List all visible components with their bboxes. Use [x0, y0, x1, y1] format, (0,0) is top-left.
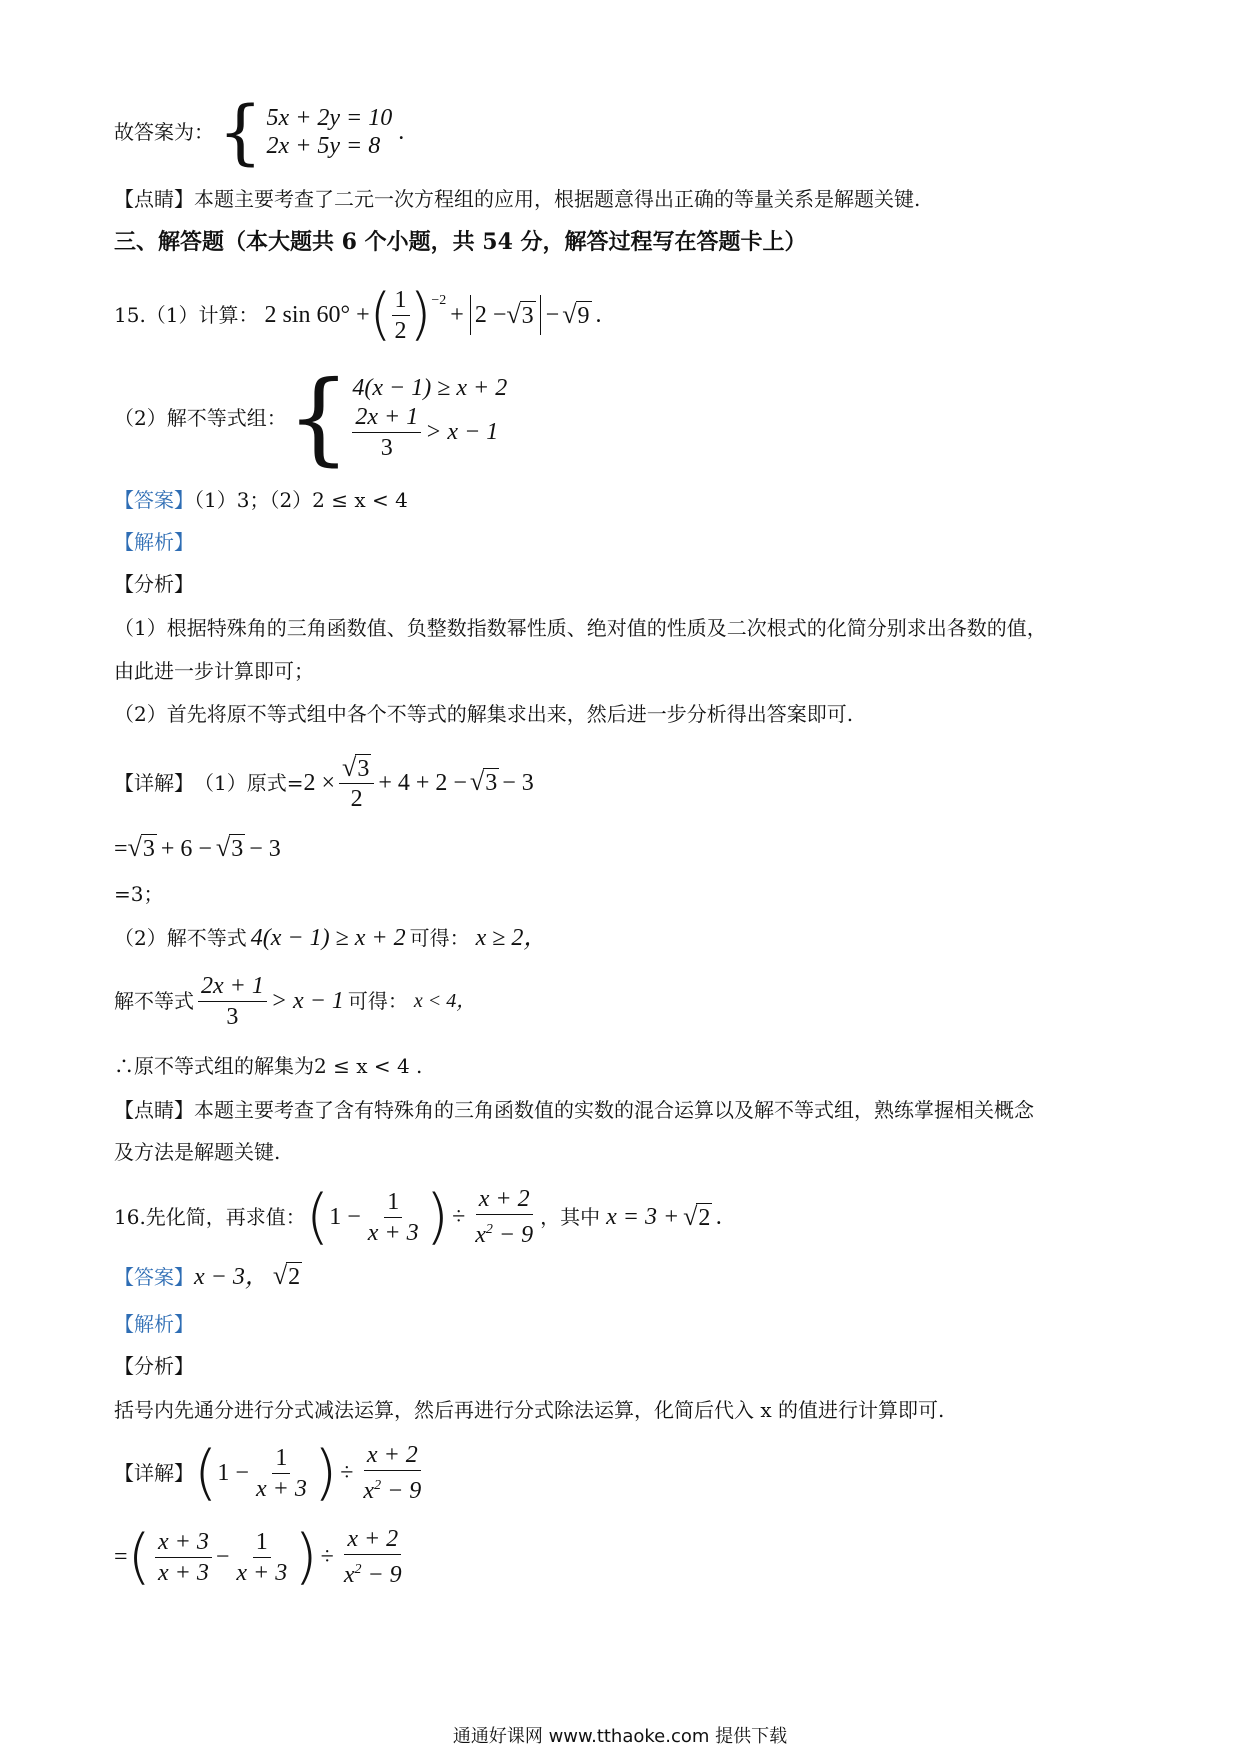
- q15-detail-2b: 解不等式 $\frac{2x + 1}{3}$ > x − 1 可得： x < 4，: [114, 972, 477, 1030]
- detail-label: 【详解】: [114, 1461, 194, 1485]
- analysis-label: 【解析】: [114, 530, 194, 554]
- q16-fenxi-text: 括号内先通分进行分式减法运算，然后再进行分式除法运算，化简后代入 x 的值进行计算即可.: [114, 1398, 945, 1422]
- q15-detail-1-step2: = √ 3 + 6 − √ 3 − 3: [114, 833, 281, 862]
- q16-where: ，其中: [540, 1205, 601, 1229]
- q15-system: 4(x − 1) ≥ x + 2 $\frac{2x + 1}{3}$ > x − 1: [352, 374, 508, 461]
- q16-x-value: x = 3 + √ 2 .: [606, 1201, 723, 1231]
- q16-stem: [114, 1180, 722, 1254]
- q15-detail-2b-result: x < 4，: [413, 990, 477, 1012]
- q15-expr: 2 sin 60° + ( $\frac{1}{2}$ ) $^{-2}$ + 2 − √ 3 − √ 9 .: [264, 282, 602, 347]
- q15-ineq1: 4(x − 1) ≥ x + 2: [352, 374, 508, 401]
- system-brace: {: [286, 359, 351, 476]
- q15-part2-stem: [114, 359, 508, 476]
- q16-detail-2-expr: = ( $\frac{x + 3}{x + 3}$ − $\frac{1}{x + 3}$ ) ÷ $\frac{x + 2}{x^2 - 9}$: [114, 1522, 402, 1592]
- page-footer: 通通好课网 www.tthaoke.com 提供下载: [452, 1726, 788, 1747]
- q15-detail-1-prefix: （1）原式=: [194, 771, 304, 795]
- q15-detail-2a-mid: 可得：: [409, 926, 470, 950]
- q16-answer: [114, 1262, 302, 1291]
- q15-note-b: 及方法是解题关键.: [114, 1140, 281, 1164]
- q15-detail-2b-prefix: 解不等式: [114, 989, 194, 1013]
- q15-conclusion: ∴原不等式组的解集为2 ≤ x < 4 .: [114, 1054, 423, 1078]
- system-brace: {: [218, 91, 263, 173]
- section-title: 三、解答题（本大题共 6 个小题，共 54 分，解答过程写在答题卡上）: [114, 229, 807, 255]
- q14-eq2: 2x + 5y = 8: [266, 133, 381, 159]
- q14-period: .: [398, 119, 405, 145]
- q15-answer: [114, 486, 408, 514]
- q16-detail-1: [114, 1436, 428, 1510]
- answer-label: 【答案】: [114, 488, 194, 512]
- q15-detail-1-expr: 2 × √ 3 2 + 4 + 2 − √ 3 − 3: [303, 752, 534, 812]
- q16-detail-expr: ( 1 − $\frac{1}{x + 3}$ ) ÷ $\frac{x + 2}{x^2 - 9}$: [194, 1438, 422, 1508]
- q15-fenxi-2: （2）首先将原不等式组中各个不等式的解集求出来，然后进一步分析得出答案即可.: [114, 702, 854, 726]
- q15-detail-1: [114, 748, 534, 818]
- q14-note: 【点睛】本题主要考查了二元一次方程组的应用，根据题意得出正确的等量关系是解题关键.: [114, 187, 921, 211]
- fenxi-label: 【分析】: [114, 572, 194, 596]
- q15-detail-2b-mid: 可得：: [347, 989, 408, 1013]
- analysis-label: 【解析】: [114, 1312, 194, 1336]
- q14-system: [267, 104, 393, 160]
- q15-stem1: 15.（1）计算：: [114, 303, 259, 327]
- q15-fenxi-1a: （1）根据特殊角的三角函数值、负整数指数幂性质、绝对值的性质及二次根式的化简分别求出各数的值，: [114, 616, 1047, 640]
- q15-fenxi-1b: 由此进一步计算即可；: [114, 659, 314, 683]
- detail-label: 【详解】: [114, 771, 194, 795]
- q14-prefix: 故答案为：: [114, 120, 214, 144]
- q15-detail-2a-ineq: 4(x − 1) ≥ x + 2: [250, 925, 406, 951]
- q15-stem2: （2）解不等式组：: [114, 406, 287, 430]
- q16-answer-text: x − 3，: [194, 1263, 269, 1290]
- q15-note-a: 【点睛】本题主要考查了含有特殊角的三角函数值的实数的混合运算以及解不等式组，熟练掌握相关概念: [114, 1098, 1034, 1122]
- q16-expr: ( 1 − $\frac{1}{x + 3}$ ) ÷ $\frac{x + 2}{x^2 - 9}$: [305, 1182, 534, 1252]
- q16-answer-sqrt: √ 2: [272, 1261, 301, 1290]
- q14-answer-line: [114, 91, 405, 173]
- q14-eq1: 5x + 2y = 10: [266, 105, 393, 131]
- q16-detail-2: [114, 1520, 409, 1594]
- q15-detail-2b-tail: > x − 1: [270, 988, 344, 1014]
- q15-part1-stem: [114, 280, 602, 350]
- q15-answer-text: （1）3；（2）2 ≤ x < 4: [194, 488, 408, 512]
- q15-detail-2a: [114, 924, 547, 952]
- q15-ineq2-tail: > x − 1: [425, 419, 499, 445]
- q15-detail-2a-prefix: （2）解不等式: [114, 926, 247, 950]
- q15-detail-1-result: =3；: [114, 882, 164, 906]
- fenxi-label: 【分析】: [114, 1354, 194, 1378]
- q15-detail-2a-result: x ≥ 2，: [475, 925, 548, 951]
- answer-label: 【答案】: [114, 1264, 194, 1289]
- q16-stem-text: 16.先化简，再求值：: [114, 1205, 306, 1229]
